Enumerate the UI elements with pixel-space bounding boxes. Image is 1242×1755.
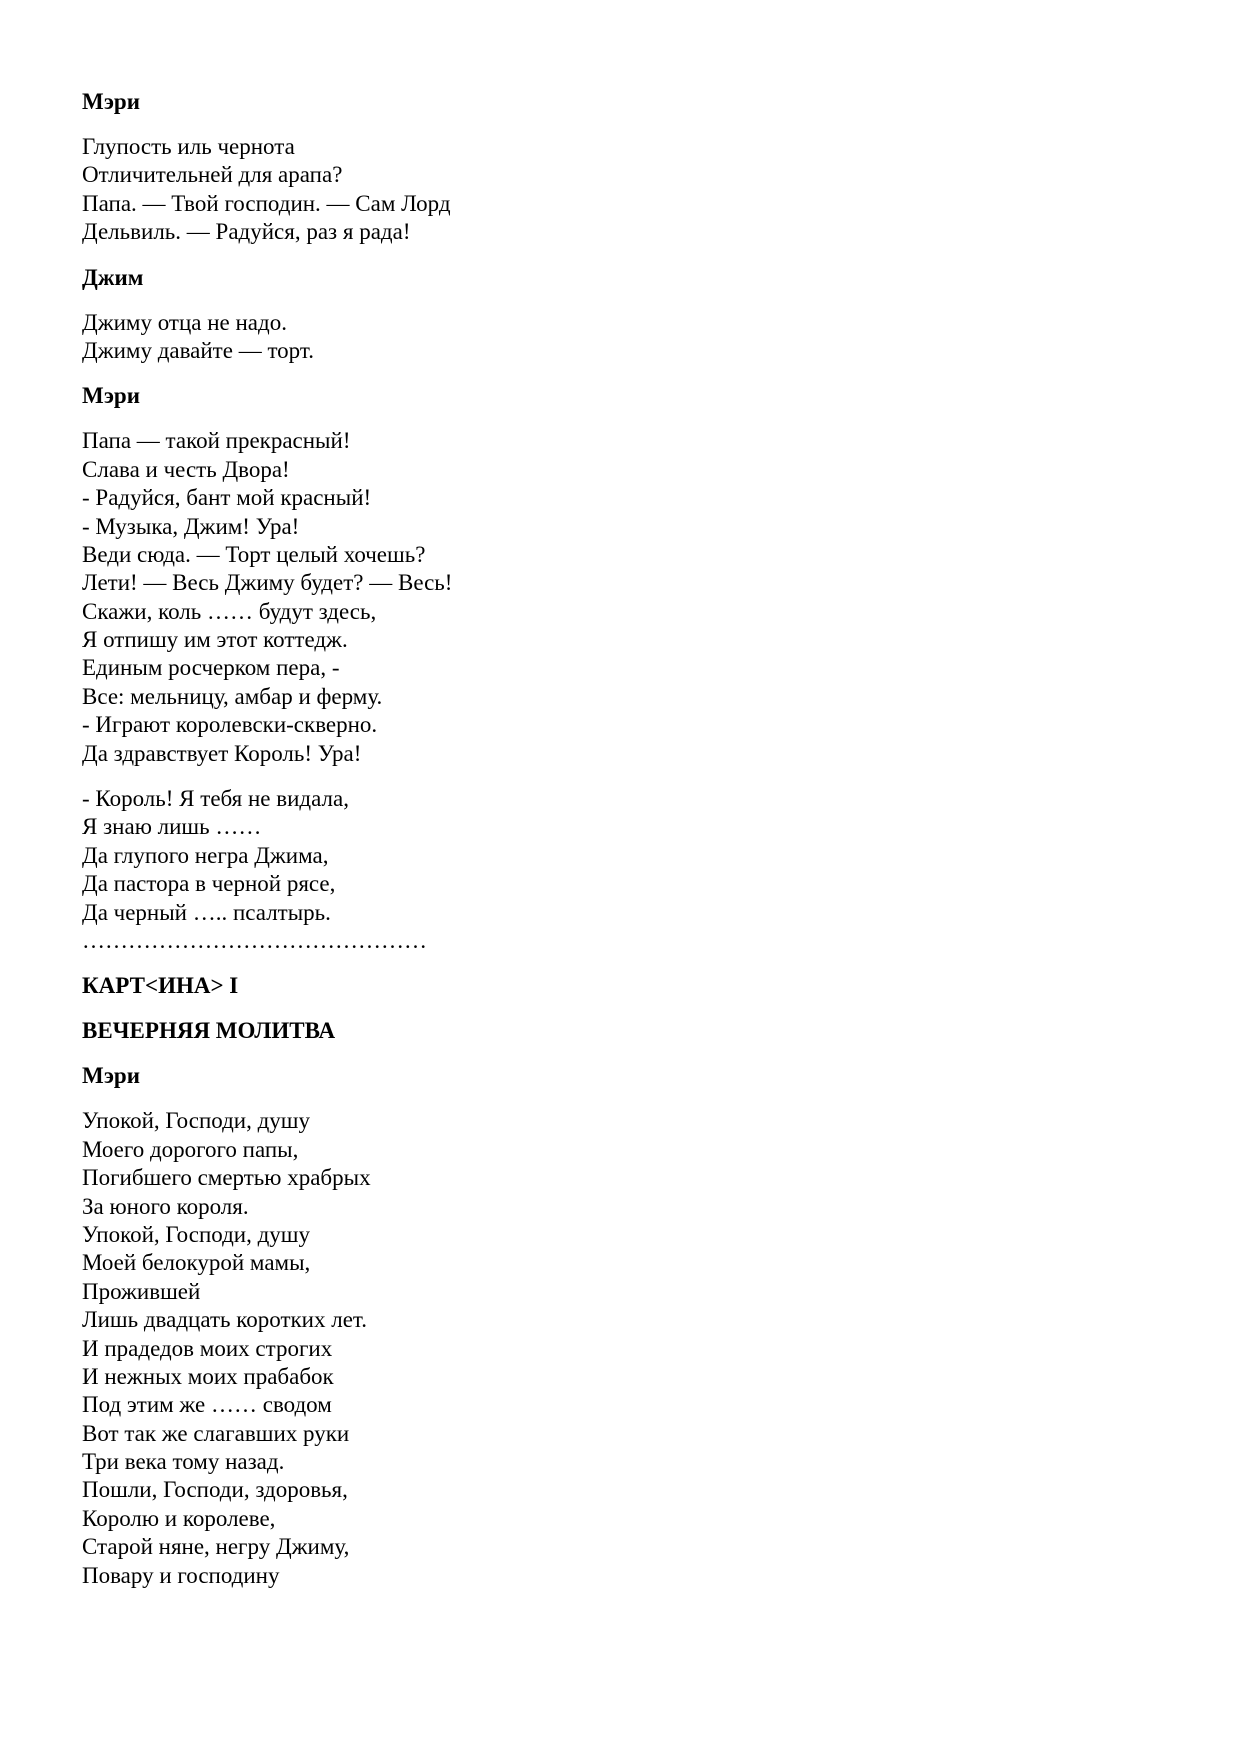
verse-line: Старой няне, негру Джиму,: [82, 1534, 350, 1560]
verse-line: Королю и королеве,: [82, 1505, 276, 1531]
verse-line: Да здравствует Король! Ура!: [82, 740, 362, 766]
stanza: [82, 785, 1142, 955]
speaker-name: Мэри: [82, 89, 140, 114]
speaker-name: Мэри: [82, 1063, 140, 1089]
verse-line: - Король! Я тебя не видала,: [82, 786, 349, 812]
verse-line: Глупость иль чернота: [82, 134, 295, 159]
verse-line: Да черный ….. псалтырь.: [82, 899, 331, 925]
verse-line: - Играют королевски-скверно.: [82, 712, 378, 738]
verse-line: Отличительней для арапа?: [82, 162, 343, 188]
verse-line: Единым росчерком пера, -: [82, 655, 340, 681]
verse-line: Да глупого негра Джима,: [82, 842, 329, 868]
verse-line: Пошли, Господи, здоровья,: [82, 1477, 348, 1503]
verse-line: - Музыка, Джим! Ура!: [82, 513, 300, 539]
speaker-name: Джим: [82, 264, 144, 290]
section-heading: КАРТ<ИНА> I: [82, 973, 239, 999]
verse-line: ………………………………………: [82, 927, 427, 953]
verse-line: Повару и господину: [82, 1562, 280, 1588]
verse-line: За юного короля.: [82, 1193, 249, 1219]
stanza: [82, 427, 1142, 768]
verse-line: Слава и честь Двора!: [82, 456, 290, 482]
verse-line: Моего дорогого папы,: [82, 1136, 299, 1162]
section-heading: ВЕЧЕРНЯЯ МОЛИТВА: [82, 1018, 336, 1044]
speaker-name: Мэри: [82, 383, 140, 409]
verse-line: Лишь двадцать коротких лет.: [82, 1307, 367, 1333]
verse-line: И прадедов моих строгих: [82, 1335, 333, 1361]
verse-line: Прожившей: [82, 1278, 201, 1304]
verse-line: Моей белокурой мамы,: [82, 1250, 311, 1276]
poem-text: [82, 88, 1142, 1607]
verse-line: Я знаю лишь ……: [82, 814, 262, 840]
verse-line: Папа. — Твой господин. — Сам Лорд: [82, 190, 451, 216]
verse-line: Да пастора в черной рясе,: [82, 871, 336, 897]
verse-line: Три века тому назад.: [82, 1449, 285, 1475]
verse-line: - Радуйся, бант мой красный!: [82, 485, 372, 511]
stanza: [82, 309, 1142, 366]
verse-line: Джиму давайте — торт.: [82, 337, 314, 363]
stanza: [82, 1107, 1142, 1590]
verse-line: И нежных моих прабабок: [82, 1363, 334, 1389]
verse-line: Упокой, Господи, душу: [82, 1221, 311, 1247]
verse-line: Под этим же …… сводом: [82, 1392, 332, 1418]
verse-line: Лети! — Весь Джиму будет? — Весь!: [82, 570, 453, 596]
verse-line: Все: мельницу, амбар и ферму.: [82, 683, 383, 709]
verse-line: Упокой, Господи, душу: [82, 1108, 311, 1134]
verse-line: Погибшего смертью храбрых: [82, 1165, 371, 1191]
verse-line: Папа — такой прекрасный!: [82, 428, 351, 454]
verse-line: Веди сюда. — Торт целый хочешь?: [82, 541, 426, 567]
verse-line: Скажи, коль …… будут здесь,: [82, 598, 377, 624]
stanza: [82, 133, 1142, 247]
verse-line: Джиму отца не надо.: [82, 309, 287, 335]
verse-line: Дельвиль. — Радуйся, раз я рада!: [82, 219, 411, 245]
verse-line: Вот так же слагавших руки: [82, 1420, 350, 1446]
verse-line: Я отпишу им этот коттедж.: [82, 627, 348, 653]
